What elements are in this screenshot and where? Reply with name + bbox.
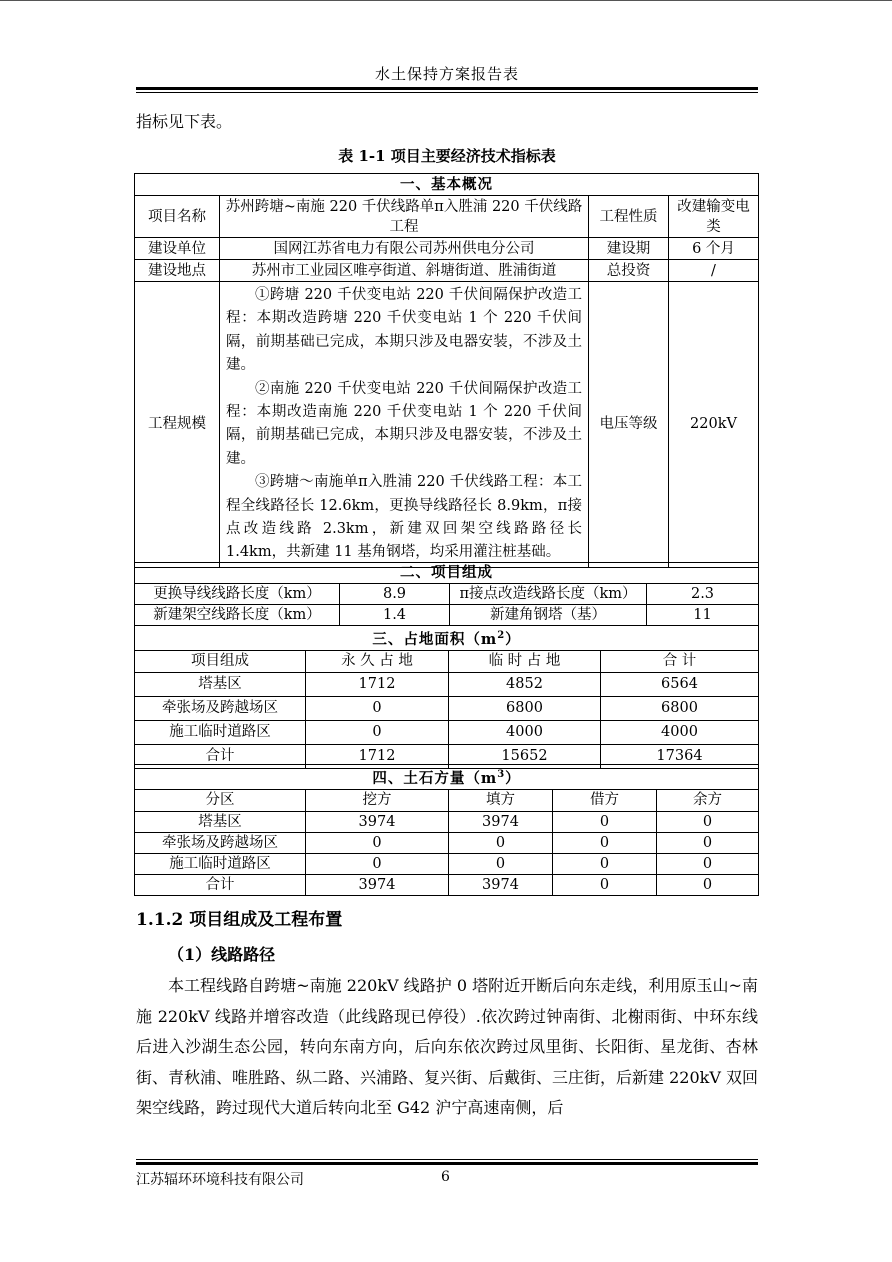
section-title-text: 四、土石方量（m — [372, 769, 498, 787]
value-construction-unit: 国网江苏省电力有限公司苏州供电分公司 — [220, 238, 589, 260]
value-total-investment: / — [669, 260, 759, 282]
earthwork-table — [134, 764, 759, 896]
cell: 0 — [657, 832, 759, 853]
route-description-paragraph: 本工程线路自跨塘~南施 220kV 线路护 0 塔附近开断后向东走线，利用原玉山~南施 220kV 线路并增容改造（此线路现已停役）.依次跨过钟南街、北榭雨街、中环东线后进入沙湖生态公园，转向东南方向，后向东依次跨过凤里街、长阳街、星龙街、杏林街、青秋浦、唯胜路、纵二路、兴浦路、复兴街、后戴街、三庄街，后新建 220kV 双回架空线路，跨过现代大道后转向北至 G42 沪宁高速南侧，后 — [136, 976, 758, 1117]
table-header-row — [135, 789, 759, 811]
label-project-scale: 工程规模 — [135, 282, 220, 568]
column-header: 挖方 — [306, 789, 449, 811]
cell-label: π接点改造线路长度（km） — [450, 584, 647, 605]
page-header-title: 水土保持方案报告表 — [374, 65, 519, 83]
cell: 0 — [306, 853, 449, 874]
cell: 1712 — [306, 744, 449, 768]
column-header: 永 久 占 地 — [306, 650, 449, 672]
cell-label: 新建角钢塔（基） — [450, 605, 647, 626]
cell-value: 8.9 — [340, 584, 450, 605]
cell: 3974 — [449, 874, 553, 895]
cell: 0 — [449, 832, 553, 853]
cell: 6564 — [601, 672, 759, 696]
label-construction-unit: 建设单位 — [135, 238, 220, 260]
column-header: 合 计 — [601, 650, 759, 672]
scale-paragraph-3: ③跨塘～南施单π入胜浦 220 千伏线路工程：本工程全线路径长 12.6km，更换导线路径长 8.9km，π接点改造线路 2.3km，新建双回架空线路路径长 1.4km，共新建 11 基角钢塔，均采用灌注桩基础。 — [226, 474, 582, 561]
table-row — [135, 584, 759, 605]
scale-paragraph-2: ②南施 220 千伏变电站 220 千伏间隔保护改造工程：本期改造南施 220 千伏变电站 1 个 220 千伏间隔，前期基础已完成，本期只涉及电器安装，不涉及土建。 — [226, 380, 582, 467]
cell: 0 — [449, 853, 553, 874]
section-title-earthwork — [135, 765, 759, 790]
cell: 牵张场及跨越场区 — [135, 696, 306, 720]
cell: 0 — [306, 832, 449, 853]
cell: 1712 — [306, 672, 449, 696]
table-row — [135, 811, 759, 832]
table-row — [135, 605, 759, 626]
intro-text: 指标见下表。 — [136, 112, 233, 131]
cell: 0 — [657, 853, 759, 874]
cell: 0 — [306, 720, 449, 744]
table-row — [135, 696, 759, 720]
section-heading-1-1-2: 1.1.2 项目组成及工程布置 — [136, 910, 343, 930]
header-rule-thin — [136, 92, 758, 93]
column-header: 临 时 占 地 — [449, 650, 601, 672]
subheading-route: （1）线路路径 — [168, 945, 276, 964]
scale-paragraph-1: ①跨塘 220 千伏变电站 220 千伏间隔保护改造工程：本期改造跨塘 220 千伏变电站 1 个 220 千伏间隔，前期基础已完成，本期只涉及电器安装，不涉及土建。 — [226, 287, 582, 374]
cell: 4000 — [601, 720, 759, 744]
basic-overview-table — [134, 173, 759, 568]
cell: 3974 — [306, 874, 449, 895]
cell: 15652 — [449, 744, 601, 768]
cell-label: 更换导线线路长度（km） — [135, 584, 340, 605]
project-composition-table — [134, 562, 759, 626]
cell-value: 1.4 — [340, 605, 450, 626]
top-border — [0, 0, 892, 1]
cell: 3974 — [449, 811, 553, 832]
section-title-end: ） — [505, 630, 521, 648]
section-title-end: ） — [505, 769, 521, 787]
cell: 0 — [657, 811, 759, 832]
section-title-basic: 一、基本概况 — [135, 174, 759, 196]
section-title-land — [135, 626, 759, 651]
table-row — [135, 832, 759, 853]
cell: 合计 — [135, 744, 306, 768]
cell: 施工临时道路区 — [135, 720, 306, 744]
value-project-scale — [220, 282, 589, 568]
column-header: 项目组成 — [135, 650, 306, 672]
cell: 0 — [553, 853, 657, 874]
cell-label: 新建架空线路长度（km） — [135, 605, 340, 626]
cell: 0 — [657, 874, 759, 895]
table-row — [135, 874, 759, 895]
value-project-name: 苏州跨塘~南施 220 千伏线路单π入胜浦 220 千伏线路工程 — [220, 196, 589, 238]
label-construction-site: 建设地点 — [135, 260, 220, 282]
cell: 合计 — [135, 874, 306, 895]
cell: 17364 — [601, 744, 759, 768]
page-number: 6 — [441, 1169, 450, 1185]
cell: 0 — [553, 811, 657, 832]
header-rule-thick — [136, 87, 758, 90]
cell: 6800 — [601, 696, 759, 720]
value-project-nature: 改建输变电类 — [669, 196, 759, 238]
column-header: 余方 — [657, 789, 759, 811]
value-construction-period: 6 个月 — [669, 238, 759, 260]
table-row — [135, 672, 759, 696]
cell: 6800 — [449, 696, 601, 720]
table-caption: 表 1-1 项目主要经济技术指标表 — [338, 147, 556, 165]
column-header: 填方 — [449, 789, 553, 811]
table-row — [135, 853, 759, 874]
label-total-investment: 总投资 — [589, 260, 669, 282]
land-occupation-table — [134, 625, 759, 769]
cell: 4000 — [449, 720, 601, 744]
cell: 0 — [306, 696, 449, 720]
value-construction-site: 苏州市工业园区唯亭街道、斜塘街道、胜浦街道 — [220, 260, 589, 282]
cell: 0 — [553, 874, 657, 895]
cell: 塔基区 — [135, 811, 306, 832]
section-title-composition: 二、项目组成 — [135, 563, 759, 584]
footer-company: 江苏辐环环境科技有限公司 — [136, 1172, 304, 1188]
label-project-nature: 工程性质 — [589, 196, 669, 238]
label-voltage-level: 电压等级 — [589, 282, 669, 568]
cell: 0 — [553, 832, 657, 853]
table-header-row — [135, 650, 759, 672]
unit-superscript: 2 — [497, 630, 506, 641]
cell: 3974 — [306, 811, 449, 832]
cell: 塔基区 — [135, 672, 306, 696]
unit-superscript: 3 — [497, 769, 506, 780]
table-row — [135, 720, 759, 744]
column-header: 借方 — [553, 789, 657, 811]
cell: 4852 — [449, 672, 601, 696]
column-header: 分区 — [135, 789, 306, 811]
cell: 施工临时道路区 — [135, 853, 306, 874]
cell: 牵张场及跨越场区 — [135, 832, 306, 853]
footer-rule-thin — [136, 1159, 758, 1160]
cell-value: 11 — [647, 605, 759, 626]
value-voltage-level: 220kV — [669, 282, 759, 568]
label-construction-period: 建设期 — [589, 238, 669, 260]
label-project-name: 项目名称 — [135, 196, 220, 238]
footer-rule-thick — [136, 1162, 758, 1165]
section-title-text: 三、占地面积（m — [372, 630, 498, 648]
cell-value: 2.3 — [647, 584, 759, 605]
